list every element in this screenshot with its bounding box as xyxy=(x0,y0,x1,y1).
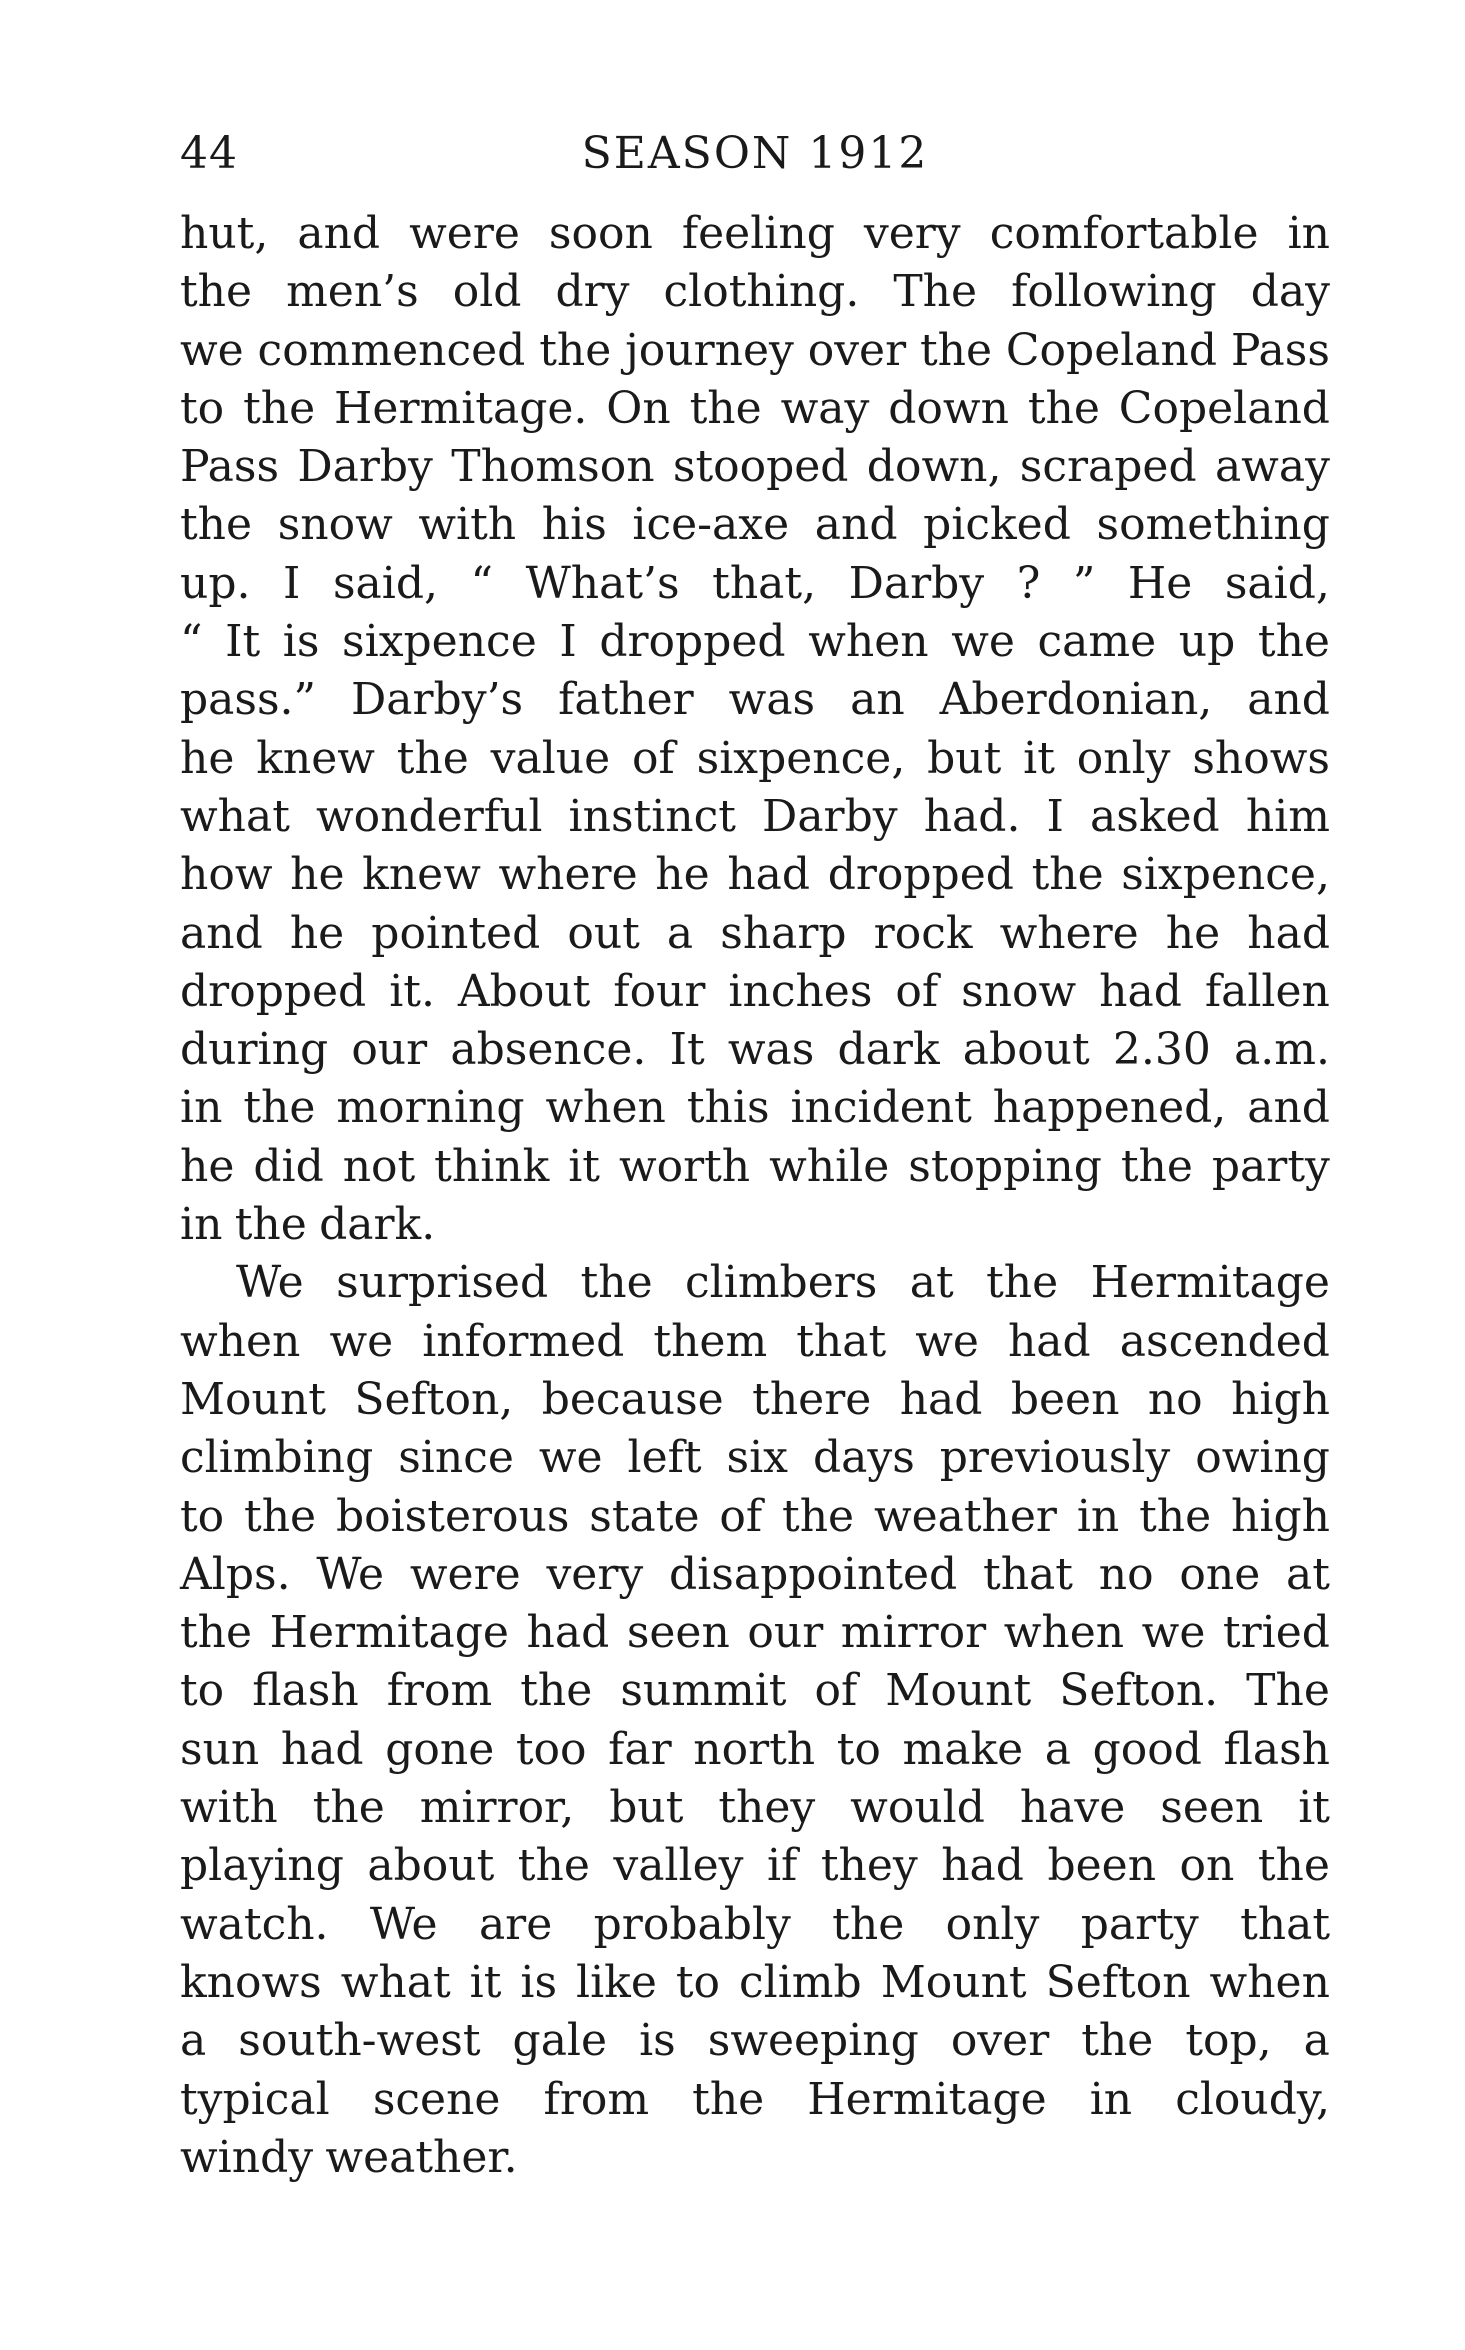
text-line: when we informed them that we had ascended xyxy=(180,1315,1330,1367)
text-line: in the morning when this incident happened, and xyxy=(180,1082,1330,1134)
text-line: in the dark. xyxy=(180,1199,436,1251)
text-line: Mount Sefton, because there had been no high xyxy=(180,1373,1330,1425)
text-line: during our absence. It was dark about 2.30 a.m. xyxy=(180,1024,1330,1076)
text-line: Alps. We were very disappointed that no one at xyxy=(180,1548,1330,1600)
text-line: sun had gone too far north to make a good flash xyxy=(180,1723,1330,1775)
text-line: he did not think it worth while stopping the party xyxy=(180,1140,1330,1192)
text-line: the snow with his ice-axe and picked something xyxy=(180,499,1330,551)
text-line: the Hermitage had seen our mirror when we tried xyxy=(180,1607,1330,1659)
text-line: he knew the value of sixpence, but it only shows xyxy=(180,732,1330,784)
text-line: a south-west gale is sweeping over the top, a xyxy=(180,2015,1330,2067)
text-line: Pass Darby Thomson stooped down, scraped away xyxy=(180,441,1330,493)
text-line: the men’s old dry clothing. The following day xyxy=(180,266,1330,318)
text-line: how he knew where he had dropped the sixpence, xyxy=(180,849,1330,901)
text-line: with the mirror, but they would have seen it xyxy=(180,1782,1330,1834)
text-line: dropped it. About four inches of snow had fallen xyxy=(180,965,1330,1017)
page-number: 44 xyxy=(180,128,238,179)
text-line: we commenced the journey over the Copeland Pass xyxy=(180,324,1330,376)
text-line: hut, and were soon feeling very comfortable in xyxy=(180,208,1330,259)
text-line: and he pointed out a sharp rock where he had xyxy=(180,907,1330,959)
text-line: watch. We are probably the only party that xyxy=(180,1898,1330,1950)
text-line: knows what it is like to climb Mount Sefton when xyxy=(180,1956,1330,2008)
text-line: windy weather. xyxy=(180,2131,518,2183)
text-line: climbing since we left six days previously owing xyxy=(180,1432,1330,1484)
text-line: pass.” Darby’s father was an Aberdonian, and xyxy=(180,674,1330,726)
running-head: SEASON 1912 xyxy=(581,128,929,179)
paragraph xyxy=(180,1254,1330,2187)
page-header xyxy=(180,128,1330,198)
text-line: We surprised the climbers at the Hermitage xyxy=(236,1257,1330,1309)
paragraph xyxy=(180,205,1330,1254)
text-line: up. I said, “ What’s that, Darby ? ” He said, xyxy=(180,557,1330,609)
text-line: to the Hermitage. On the way down the Copeland xyxy=(180,382,1330,434)
text-line: what wonderful instinct Darby had. I asked him xyxy=(180,790,1330,842)
text-line: typical scene from the Hermitage in cloudy, xyxy=(180,2073,1330,2125)
body-text xyxy=(180,205,1330,2187)
text-line: “ It is sixpence I dropped when we came up the xyxy=(180,616,1330,668)
text-line: to flash from the summit of Mount Sefton. The xyxy=(180,1665,1330,1717)
text-line: to the boisterous state of the weather in the high xyxy=(180,1490,1330,1542)
text-line: playing about the valley if they had been on the xyxy=(180,1840,1330,1892)
